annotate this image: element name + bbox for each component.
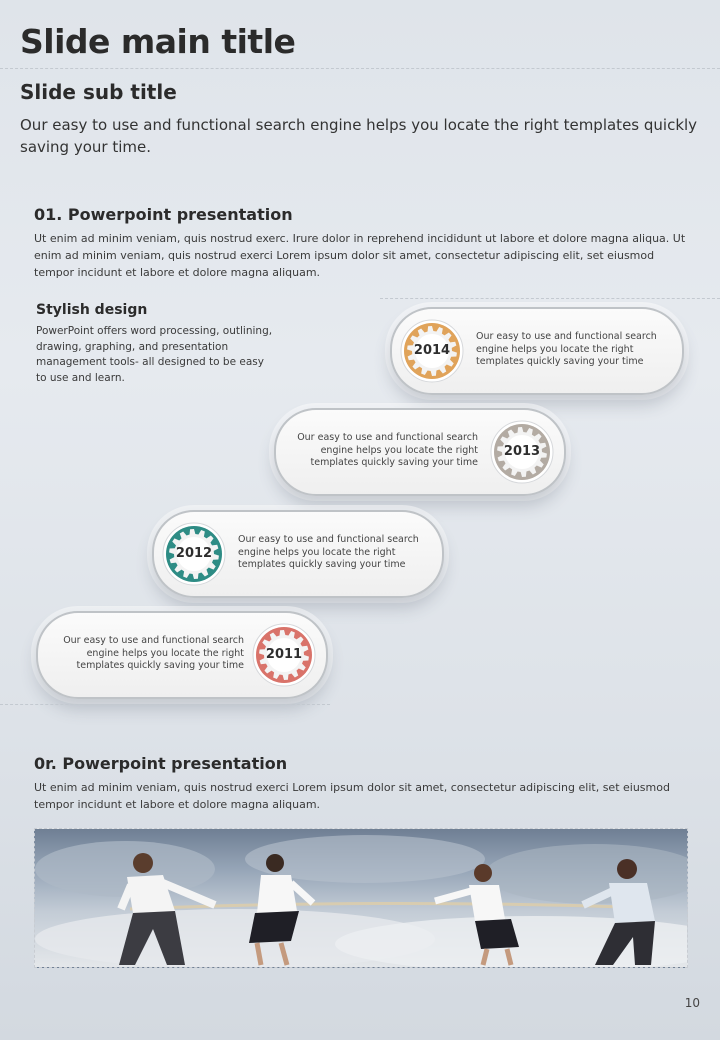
timeline-item-2011 bbox=[36, 611, 328, 699]
timeline-year: 2014 bbox=[413, 343, 451, 358]
slide-main-title: Slide main title bbox=[20, 22, 296, 61]
timeline-text: Our easy to use and functional search engine helps you locate the right templates quickly saving your time bbox=[476, 331, 657, 367]
timeline-year: 2011 bbox=[265, 647, 303, 662]
timeline-text: Our easy to use and functional search engine helps you locate the right templates quickly saving your time bbox=[63, 635, 244, 671]
timeline-year: 2012 bbox=[175, 546, 213, 561]
slide-sub-title: Slide sub title bbox=[20, 80, 177, 104]
timeline-year: 2013 bbox=[503, 444, 541, 459]
intro-text: Our easy to use and functional search engine helps you locate the right templates quickly saving your time. bbox=[20, 116, 698, 156]
section-2-body: Ut enim ad minim veniam, quis nostrud exerci Lorem ipsum dolor sit amet, consectetur adipiscing elit, set eiusmod tempor incidunt et labore et dolore magna aliquam. bbox=[34, 781, 670, 811]
timeline-text: Our easy to use and functional search engine helps you locate the right templates quickly saving your time bbox=[297, 432, 478, 468]
section-1-title: 01. Powerpoint presentation bbox=[34, 205, 293, 224]
section-1-body: Ut enim ad minim veniam, quis nostrud exerc. Irure dolor in reprehend incididunt ut labore et dolore magna aliqua. Ut enim ad minim veniam, quis nostrud exerci Lorem ipsum dolor sit amet, consectetur adipiscing elit, set eiusmod tempor incidunt et labore et dolore magna aliquam. bbox=[34, 232, 686, 279]
gear-icon bbox=[162, 522, 226, 586]
timeline-item-2013 bbox=[274, 408, 566, 496]
divider-right bbox=[380, 298, 720, 299]
stylish-design-title: Stylish design bbox=[36, 302, 148, 318]
tug-of-war-photo bbox=[34, 828, 688, 968]
timeline-text: Our easy to use and functional search engine helps you locate the right templates quickly saving your time bbox=[238, 534, 419, 570]
gear-icon bbox=[400, 319, 464, 383]
stylish-design-body: PowerPoint offers word processing, outlining, drawing, graphing, and presentation management tools- all designed to be easy to use and learn. bbox=[36, 325, 273, 384]
section-2-title: 0r. Powerpoint presentation bbox=[34, 754, 288, 773]
page-number: 10 bbox=[684, 996, 700, 1010]
title-divider bbox=[0, 68, 720, 69]
gear-icon bbox=[252, 623, 316, 687]
timeline-item-2012 bbox=[152, 510, 444, 598]
timeline-item-2014 bbox=[390, 307, 684, 395]
gear-icon bbox=[490, 420, 554, 484]
divider-left bbox=[0, 704, 330, 705]
